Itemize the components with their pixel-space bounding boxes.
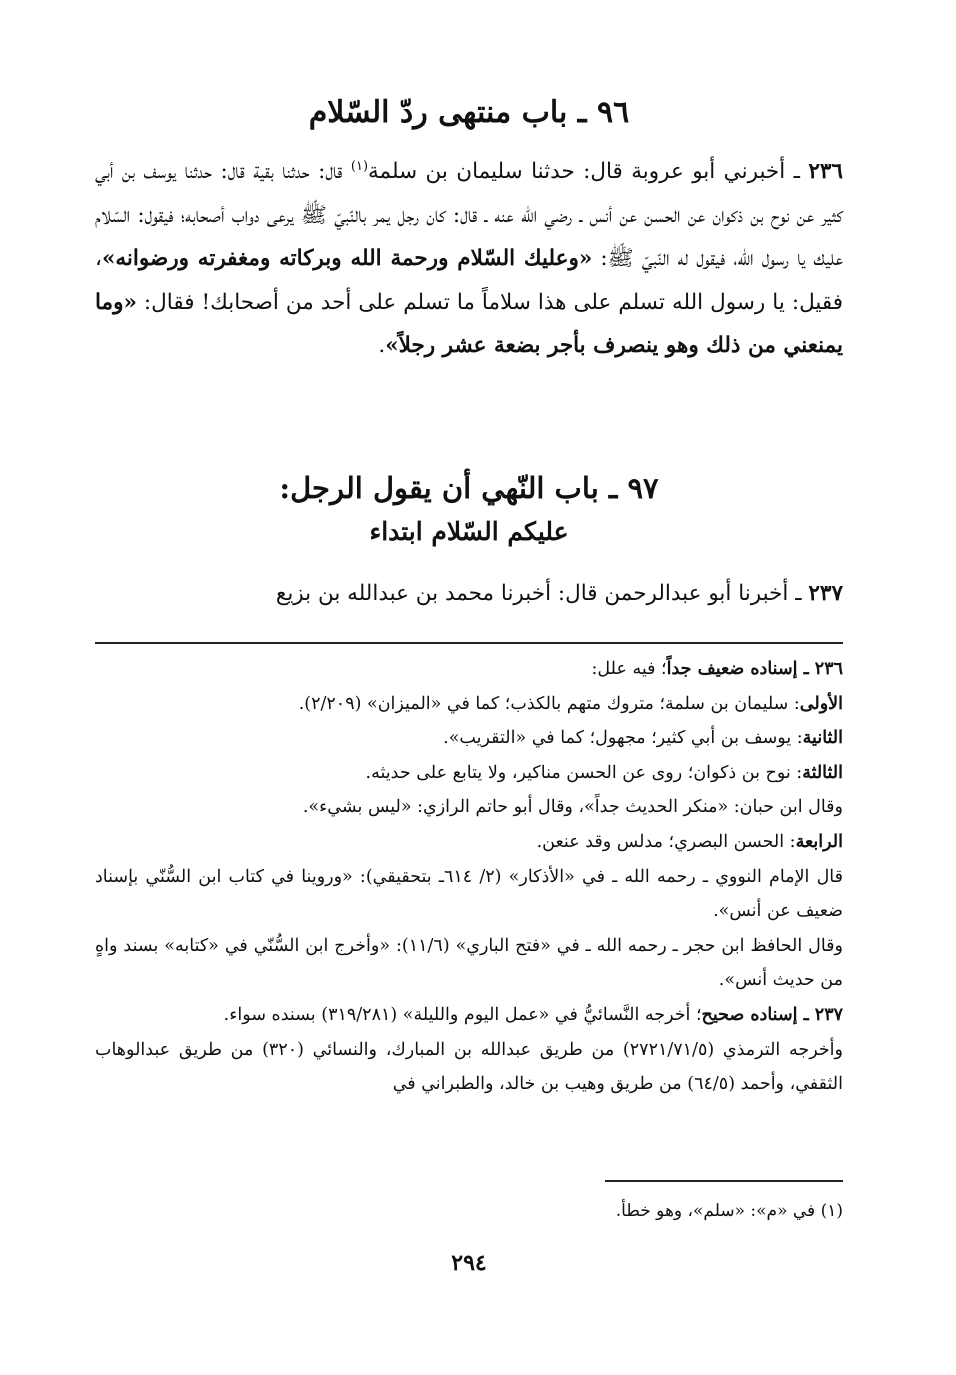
note-line: وقال الحافظ ابن حجر ـ رحمه الله ـ في «فتح الباري» (١١/٦): «وأخرج ابن السُّنّي في «كتابه» بسند واهٍ من حديث أنس». (95, 935, 843, 991)
footnote-ref: (١) (350, 158, 369, 174)
note-text: ؛ أخرجه النَّسائيُّ في «عمل اليوم والليلة» (٣١٩/٢٨١) بسنده سواء. (223, 1004, 702, 1025)
note-bold: ـ إسناده صحيح (701, 1004, 815, 1025)
note-bold: الثالثة (802, 762, 843, 783)
footnote: (١) في «م»: «سلم»، وهو خطأ. (615, 1201, 843, 1221)
note-line: وأخرجه الترمذي (٢٧٢١/٧١/٥) من طريق عبدالله بن المبارك، والنسائي (٣٢٠) من طريق عبدالوهاب الثقفي، وأحمد (٦٤/٥) من طريق وهيب بن خالد، والطبراني في (95, 1039, 843, 1095)
note-line (95, 756, 843, 791)
hadith-236-quote-2: «وما يمنعني من ذلك وهو ينصرف بأجر بضعة عشر رجلاً» (95, 289, 843, 358)
section-96-title: ٩٦ ـ باب منتهى ردّ السّلام (308, 95, 630, 130)
hadith-236-text-3: ، فقيل: يا رسول الله تسلم على هذا سلاماً ما تسلم على أحد من أصحابك! فقال: (95, 246, 843, 315)
note-line (95, 652, 843, 687)
book-page (95, 0, 843, 1375)
note-bold: الأولى (799, 693, 843, 714)
hadith-237 (95, 572, 843, 616)
hadith-237-number: ٢٣٧ (808, 581, 843, 606)
note-bold: الثانية (802, 728, 843, 749)
note-number: ٢٣٦ (814, 659, 843, 679)
note-line (95, 721, 843, 756)
note-line (95, 825, 843, 860)
notes-divider (95, 642, 843, 644)
note-line (95, 998, 843, 1033)
hadith-236-number: ٢٣٦ (808, 159, 843, 184)
hadith-236-quote-1: «وعليك السّلام ورحمة الله وبركاته ومغفرته ورضوانه» (101, 246, 593, 271)
note-number: ٢٣٧ (814, 1004, 843, 1025)
notes-section (95, 652, 843, 1102)
note-line: قال الإمام النووي ـ رحمه الله ـ في «الأذكار» (٢/ ٦١٤ـ بتحقيقي): «وروينا في كتاب ابن السُّنّي بإسناد ضعيف عن أنس». (95, 866, 843, 922)
note-line: وقال ابن حبان: «منكر الحديث جداً»، وقال أبو حاتم الرازي: «ليس بشيء». (302, 797, 843, 818)
page-number: ٢٩٤ (451, 1250, 487, 1276)
hadith-236-text-2: قال: حدثنا بقية قال: حدثنا يوسف بن أبي كثير عن نوح بن ذكوان عن الحسن عن أنس ـ رضي الله عنه ـ قال: كان رجل يمر بالنّبيّ ﷺ يرعى دواب أصحابه؛ فيقول: السّلام عليك يا رسول الله، فيقول له النّبيّ ﷺ: (95, 159, 843, 271)
hadith-236-text-1: ـ أخبرني أبو عروبة قال: حدثنا سليمان بن سلمة (368, 159, 809, 184)
note-text: ؛ فيه علل: (591, 659, 667, 679)
note-text: : يوسف بن أبي كثير؛ مجهول؛ كما في «التقريب». (443, 728, 803, 749)
note-text: : الحسن البصري؛ مدلس وقد عنعن. (536, 831, 796, 852)
footnote-divider (605, 1180, 843, 1182)
hadith-236 (95, 150, 843, 368)
note-bold: ـ إسناده ضعيف جداً (666, 659, 815, 679)
hadith-236-text-4: . (378, 333, 386, 358)
note-text: : نوح بن ذكوان؛ روى عن الحسن مناكير، ولا يتابع على حديثه. (365, 762, 803, 783)
note-bold: الرابعة (795, 831, 843, 852)
note-line (95, 687, 843, 722)
note-text: : سليمان بن سلمة؛ متروك متهم بالكذب؛ كما في «الميزان» (٢/٢٠٩). (298, 693, 800, 714)
section-97-subtitle: عليكم السّلام ابتداء (369, 517, 569, 546)
section-97-title: ٩٧ ـ باب النّهي أن يقول الرجل: (279, 471, 659, 505)
hadith-237-text: ـ أخبرنا أبو عبدالرحمن قال: أخبرنا محمد بن عبدالله بن بزيع (275, 581, 809, 606)
